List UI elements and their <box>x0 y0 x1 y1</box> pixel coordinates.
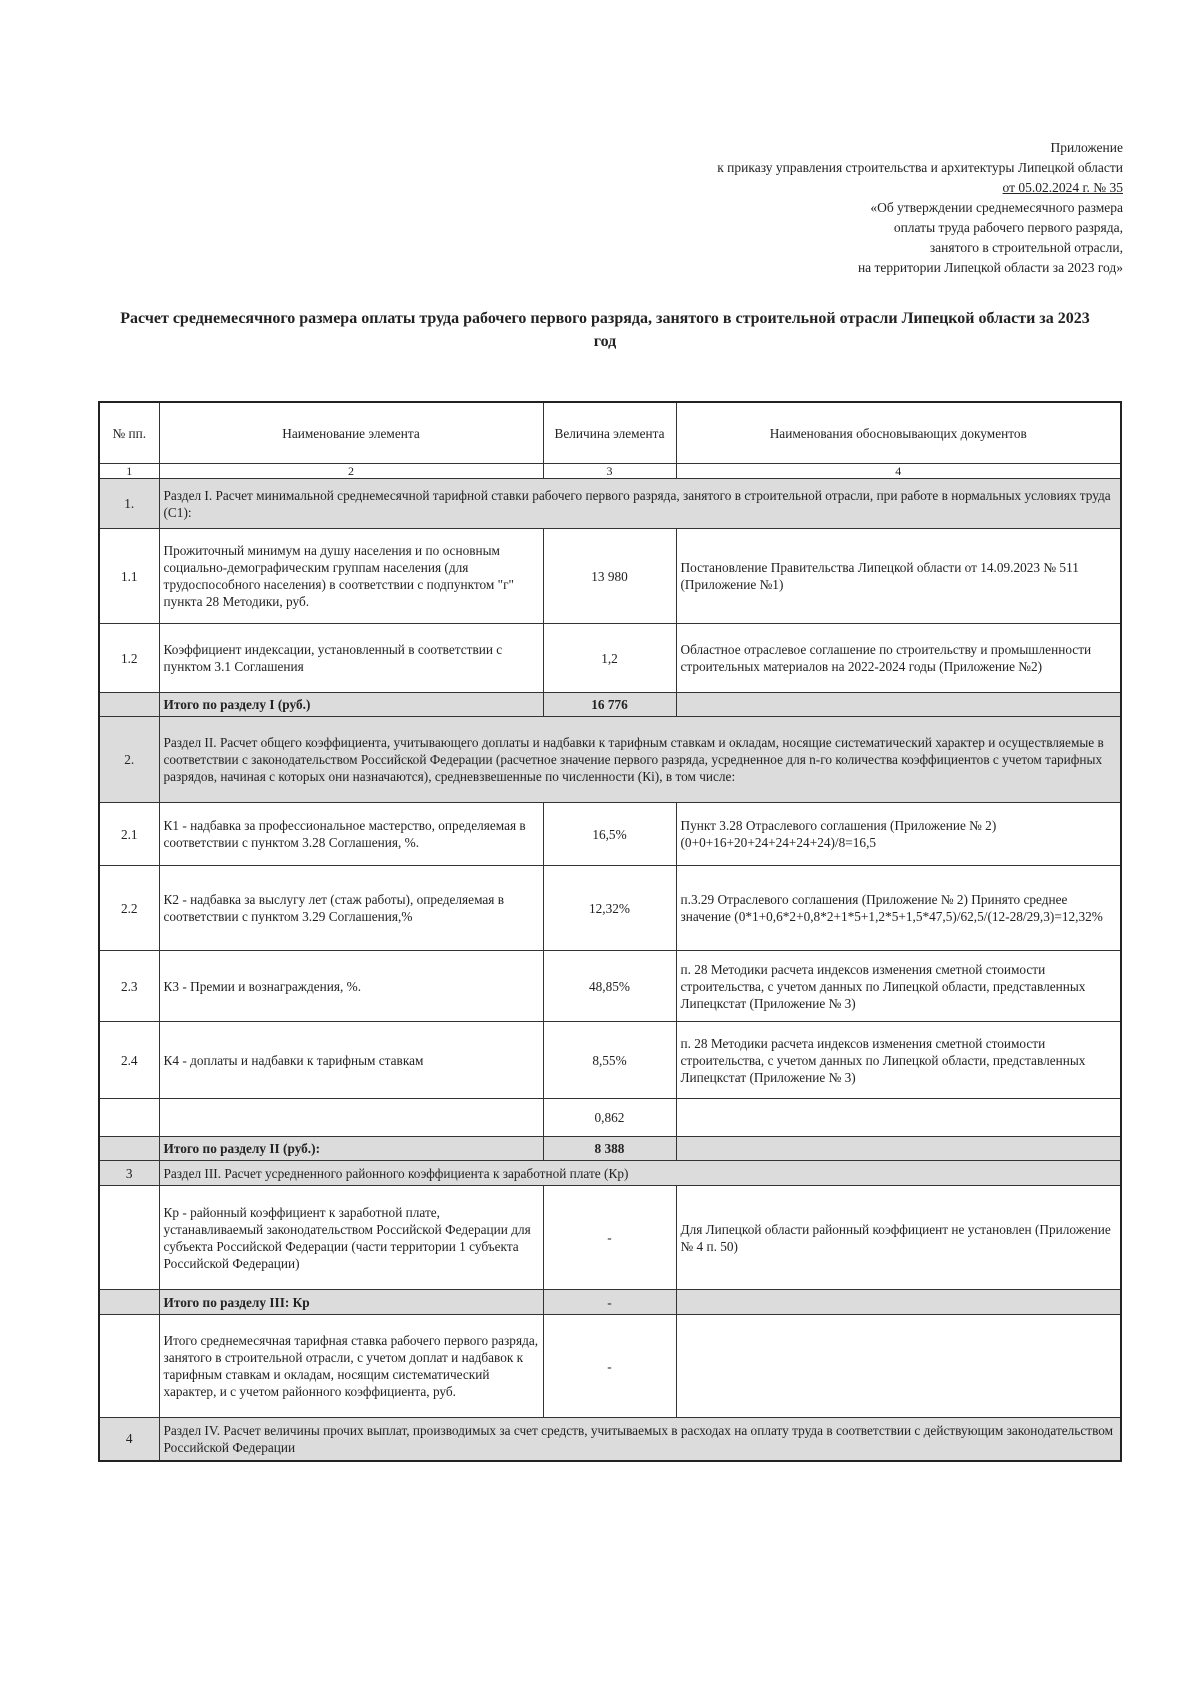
element-value: 13 980 <box>543 529 676 624</box>
header-line: на территории Липецкой области за 2023 год» <box>857 260 1123 275</box>
header-line: Приложение <box>1050 140 1123 155</box>
section-number: 1. <box>99 479 159 529</box>
element-name: Прожиточный минимум на душу населения и по основным социально-демографическим группам населения (для трудоспособного населения) в соответствии с подпунктом "г" пункта 28 Методики, руб. <box>159 529 543 624</box>
element-doc: Постановление Правительства Липецкой области от 14.09.2023 № 511 (Приложение №1) <box>676 529 1121 624</box>
empty-cell <box>676 1290 1121 1315</box>
table-row <box>99 1099 1121 1137</box>
col-header-name: Наименование элемента <box>159 402 543 464</box>
table-header-row <box>99 402 1121 464</box>
empty-cell <box>159 1099 543 1137</box>
calculation-table <box>98 401 1122 1462</box>
element-value: 8,55% <box>543 1022 676 1099</box>
empty-cell <box>676 1099 1121 1137</box>
empty-cell <box>99 1137 159 1161</box>
empty-cell <box>99 1290 159 1315</box>
section-title: Раздел II. Расчет общего коэффициента, учитывающего доплаты и надбавки к тарифным ставкам и окладам, носящие систематический характер и осуществляемые в соответствии с законодательством Российской Федерации (расчетное значение первого разряда, усредненное для n-го количества коэффициентов с учетом тарифных разрядов, начиная с которых они назначаются), средневзвешенные по численности (Кi), в том числе: <box>159 717 1121 803</box>
section-number: 3 <box>99 1161 159 1186</box>
element-value: - <box>543 1186 676 1290</box>
element-name: К3 - Премии и вознаграждения, %. <box>159 951 543 1022</box>
section-row <box>99 479 1121 529</box>
table-row <box>99 951 1121 1022</box>
table-row <box>99 1022 1121 1099</box>
row-number: 2.3 <box>99 951 159 1022</box>
col-header-value: Величина элемента <box>543 402 676 464</box>
element-value: 48,85% <box>543 951 676 1022</box>
element-value: 0,862 <box>543 1099 676 1137</box>
table-row <box>99 529 1121 624</box>
document-header <box>717 138 1123 278</box>
header-order-number: от 05.02.2024 г. № 35 <box>1002 180 1123 195</box>
column-number-row <box>99 464 1121 479</box>
row-number: 2.4 <box>99 1022 159 1099</box>
element-doc: Для Липецкой области районный коэффициент не установлен (Приложение № 4 п. 50) <box>676 1186 1121 1290</box>
section-total-row <box>99 1137 1121 1161</box>
col-number: 1 <box>99 464 159 479</box>
element-value: 1,2 <box>543 624 676 693</box>
section-total-row <box>99 693 1121 717</box>
section-total-row <box>99 1290 1121 1315</box>
header-line: «Об утверждении среднемесячного размера <box>870 200 1123 215</box>
element-doc: п. 28 Методики расчета индексов изменения сметной стоимости строительства, с учетом данных по Липецкой области, представленных Липецкстат (Приложение № 3) <box>676 951 1121 1022</box>
header-line: оплаты труда рабочего первого разряда, <box>893 220 1123 235</box>
section-number: 2. <box>99 717 159 803</box>
element-doc: п. 28 Методики расчета индексов изменения сметной стоимости строительства, с учетом данных по Липецкой области, представленных Липецкстат (Приложение № 3) <box>676 1022 1121 1099</box>
element-name: Кр - районный коэффициент к заработной плате, устанавливаемый законодательством Российской Федерации для субъекта Российской Федерации (части территории 1 субъекта Российской Федерации) <box>159 1186 543 1290</box>
element-value: - <box>543 1315 676 1418</box>
total-label: Итого по разделу III: Кр <box>159 1290 543 1315</box>
element-name: Коэффициент индексации, установленный в соответствии с пунктом 3.1 Соглашения <box>159 624 543 693</box>
element-name: К1 - надбавка за профессиональное мастерство, определяемая в соответствии с пунктом 3.28 Соглашения, %. <box>159 803 543 866</box>
header-line: к приказу управления строительства и архитектуры Липецкой области <box>717 160 1123 175</box>
section-title: Раздел I. Расчет минимальной среднемесячной тарифной ставки рабочего первого разряда, занятого в строительной отрасли, при работе в нормальных условиях труда (С1): <box>159 479 1121 529</box>
empty-cell <box>99 693 159 717</box>
col-number: 4 <box>676 464 1121 479</box>
section-row <box>99 1418 1121 1461</box>
section-number: 4 <box>99 1418 159 1461</box>
element-name: К4 - доплаты и надбавки к тарифным ставкам <box>159 1022 543 1099</box>
element-value: 12,32% <box>543 866 676 951</box>
section-row <box>99 1161 1121 1186</box>
row-number: 1.2 <box>99 624 159 693</box>
total-value: - <box>543 1290 676 1315</box>
element-name: К2 - надбавка за выслугу лет (стаж работы), определяемая в соответствии с пунктом 3.29 Соглашения,% <box>159 866 543 951</box>
empty-cell <box>99 1099 159 1137</box>
element-doc: Областное отраслевое соглашение по строительству и промышленности строительных материалов на 2022-2024 годы (Приложение №2) <box>676 624 1121 693</box>
element-doc: Пункт 3.28 Отраслевого соглашения (Приложение № 2) (0+0+16+20+24+24+24+24)/8=16,5 <box>676 803 1121 866</box>
table-row <box>99 866 1121 951</box>
table-row <box>99 1315 1121 1418</box>
empty-cell <box>676 1315 1121 1418</box>
table-row <box>99 624 1121 693</box>
empty-cell <box>99 1315 159 1418</box>
empty-cell <box>676 693 1121 717</box>
empty-cell <box>676 1137 1121 1161</box>
element-value: 16,5% <box>543 803 676 866</box>
total-label: Итого по разделу I (руб.) <box>159 693 543 717</box>
table-row <box>99 1186 1121 1290</box>
element-doc: п.3.29 Отраслевого соглашения (Приложение № 2) Принято среднее значение (0*1+0,6*2+0,8*2+1*5+1,2*5+1,5*47,5)/62,5/(12-28/29,3)=12,32% <box>676 866 1121 951</box>
empty-cell <box>99 1186 159 1290</box>
row-number: 1.1 <box>99 529 159 624</box>
col-header-docs: Наименования обосновывающих документов <box>676 402 1121 464</box>
col-header-number: № пп. <box>99 402 159 464</box>
section-title: Раздел IV. Расчет величины прочих выплат, производимых за счет средств, учитываемых в расходах на оплату труда в соответствии с действующим законодательством Российской Федерации <box>159 1418 1121 1461</box>
table-row <box>99 803 1121 866</box>
total-value: 8 388 <box>543 1137 676 1161</box>
col-number: 3 <box>543 464 676 479</box>
total-label: Итого по разделу II (руб.): <box>159 1137 543 1161</box>
element-name: Итого среднемесячная тарифная ставка рабочего первого разряда, занятого в строительной отрасли, с учетом доплат и надбавок к тарифным ставкам и окладам, носящим систематический характер, и с учетом районного коэффициента, руб. <box>159 1315 543 1418</box>
section-title: Раздел III. Расчет усредненного районного коэффициента к заработной плате (Кр) <box>159 1161 1121 1186</box>
col-number: 2 <box>159 464 543 479</box>
document-title: Расчет среднемесячного размера оплаты труда рабочего первого разряда, занятого в строительной отрасли Липецкой области за 2023 год <box>120 310 1090 350</box>
header-line: занятого в строительной отрасли, <box>929 240 1123 255</box>
row-number: 2.1 <box>99 803 159 866</box>
section-row <box>99 717 1121 803</box>
total-value: 16 776 <box>543 693 676 717</box>
row-number: 2.2 <box>99 866 159 951</box>
